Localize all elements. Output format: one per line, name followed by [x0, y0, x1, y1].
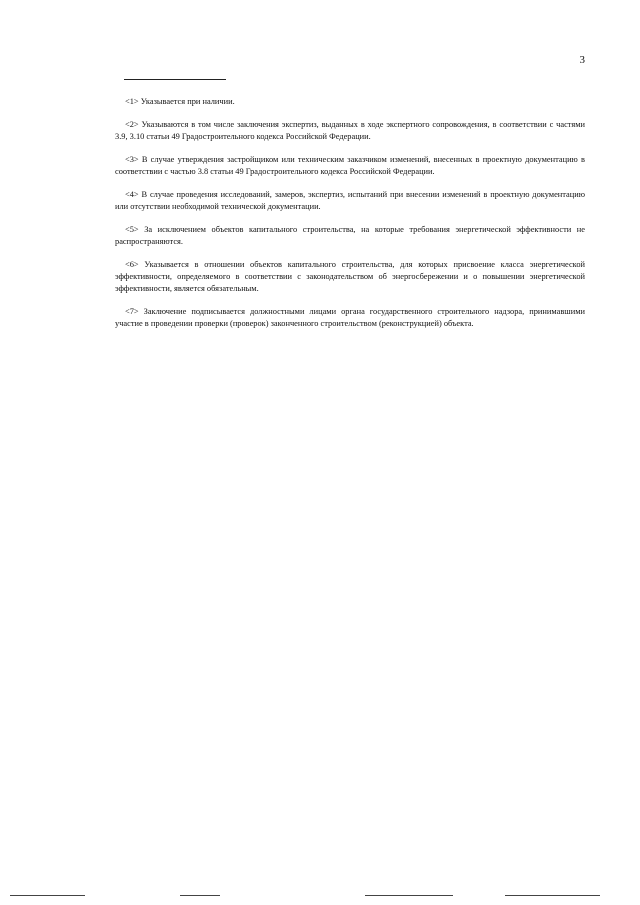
scan-edge-line — [505, 895, 600, 896]
scan-edge-line — [180, 895, 220, 896]
footnote-4: <4> В случае проведения исследований, замеров, экспертиз, испытаний при внесении изменений в проектную документацию или отсутствии необходимой технической документации. — [115, 190, 585, 211]
footnote-5: <5> За исключением объектов капитального строительства, на которые требования энергетической эффективности не распространяются. — [115, 225, 585, 246]
footnote-separator — [124, 79, 226, 80]
footnote-6: <6> Указывается в отношении объектов капитального строительства, для которых присвоение класса энергетической эффективности, определяемого в соответствии с законодательством об энергосбережении и о повышении энергетической эффективности, является обязательным. — [115, 260, 585, 293]
footnote-1: <1> Указывается при наличии. — [125, 97, 235, 106]
footnote-7: <7> Заключение подписывается должностными лицами органа государственного строительного надзора, принимавшими участие в проведении проверки (проверок) законченного строительством (реконструкцией) объекта. — [115, 307, 585, 328]
scan-edge-line — [10, 895, 85, 896]
footnote-2: <2> Указываются в том числе заключения экспертиз, выданных в ходе экспертного сопровождения, в соответствии с частями 3.9, 3.10 статьи 49 Градостроительного кодекса Российской Федерации. — [115, 120, 585, 141]
page-number: 3 — [579, 54, 585, 66]
footnotes-list — [115, 96, 585, 341]
footnote-3: <3> В случае утверждения застройщиком или техническим заказчиком изменений, внесенных в проектную документацию в соответствии с частью 3.8 статьи 49 Градостроительного кодекса Российской Федерации. — [115, 155, 585, 176]
scan-edge-line — [365, 895, 453, 896]
